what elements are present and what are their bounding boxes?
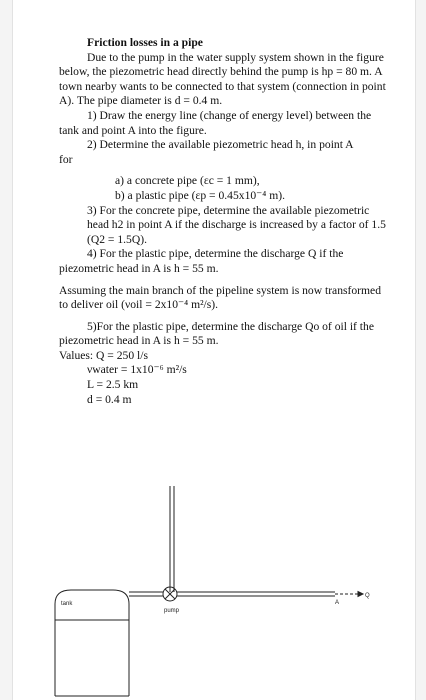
question-3: 3) For the concrete pipe, determine the available piezometric head h2 in point A if the discharge is increased by a factor of 1.5 (Q2 = 1.5Q). — [87, 203, 386, 246]
question-2b: b) a plastic pipe (εp = 0.45x10⁻⁴ m). — [115, 188, 286, 202]
question-2-for: for — [59, 152, 73, 166]
question-5: 5)For the plastic pipe, determine the discharge Qo of oil if the piezometric head in A is h = 55 m. — [59, 319, 374, 348]
document-page — [12, 0, 416, 700]
question-2a: a) a concrete pipe (εc = 1 mm), — [115, 174, 260, 188]
problem-title: Friction losses in a pipe — [87, 36, 203, 49]
point-a-label: A — [335, 600, 340, 606]
question-4: 4) For the plastic pipe, determine the discharge Q if the piezometric head in A is h = 55 m. — [59, 247, 344, 275]
pipeline-figure — [13, 0, 415, 700]
value-viscosity-water: νwater = 1x10⁻⁶ m²/s — [87, 363, 187, 377]
flow-arrow-icon — [335, 592, 363, 597]
value-length: L = 2.5 km — [87, 378, 139, 392]
value-diameter: d = 0.4 m — [87, 392, 132, 406]
values-heading: Values: Q = 250 l/s — [59, 348, 148, 362]
pump-label: pump — [164, 608, 180, 614]
standpipe — [170, 486, 174, 592]
question-1: 1) Draw the energy line (change of energy level) between the tank and point A into the figure. — [59, 108, 372, 137]
intro-paragraph: Due to the pump in the water supply system shown in the figure below, the piezometric head directly behind the pump is hp = 80 m. A town nearby wants to be connected to that system (connection in point A). The pipe diameter is d = 0.4 m. — [59, 50, 386, 108]
flow-label: Q — [365, 593, 370, 599]
suction-pipe — [129, 592, 163, 596]
main-pipe — [177, 592, 335, 596]
question-2: 2) Determine the available piezometric head h, in point A — [87, 138, 354, 152]
oil-paragraph: Assuming the main branch of the pipeline system is now transformed to deliver oil (νoil = 2x10⁻⁴ m²/s). — [59, 283, 381, 312]
tank-label: tank — [61, 601, 73, 607]
